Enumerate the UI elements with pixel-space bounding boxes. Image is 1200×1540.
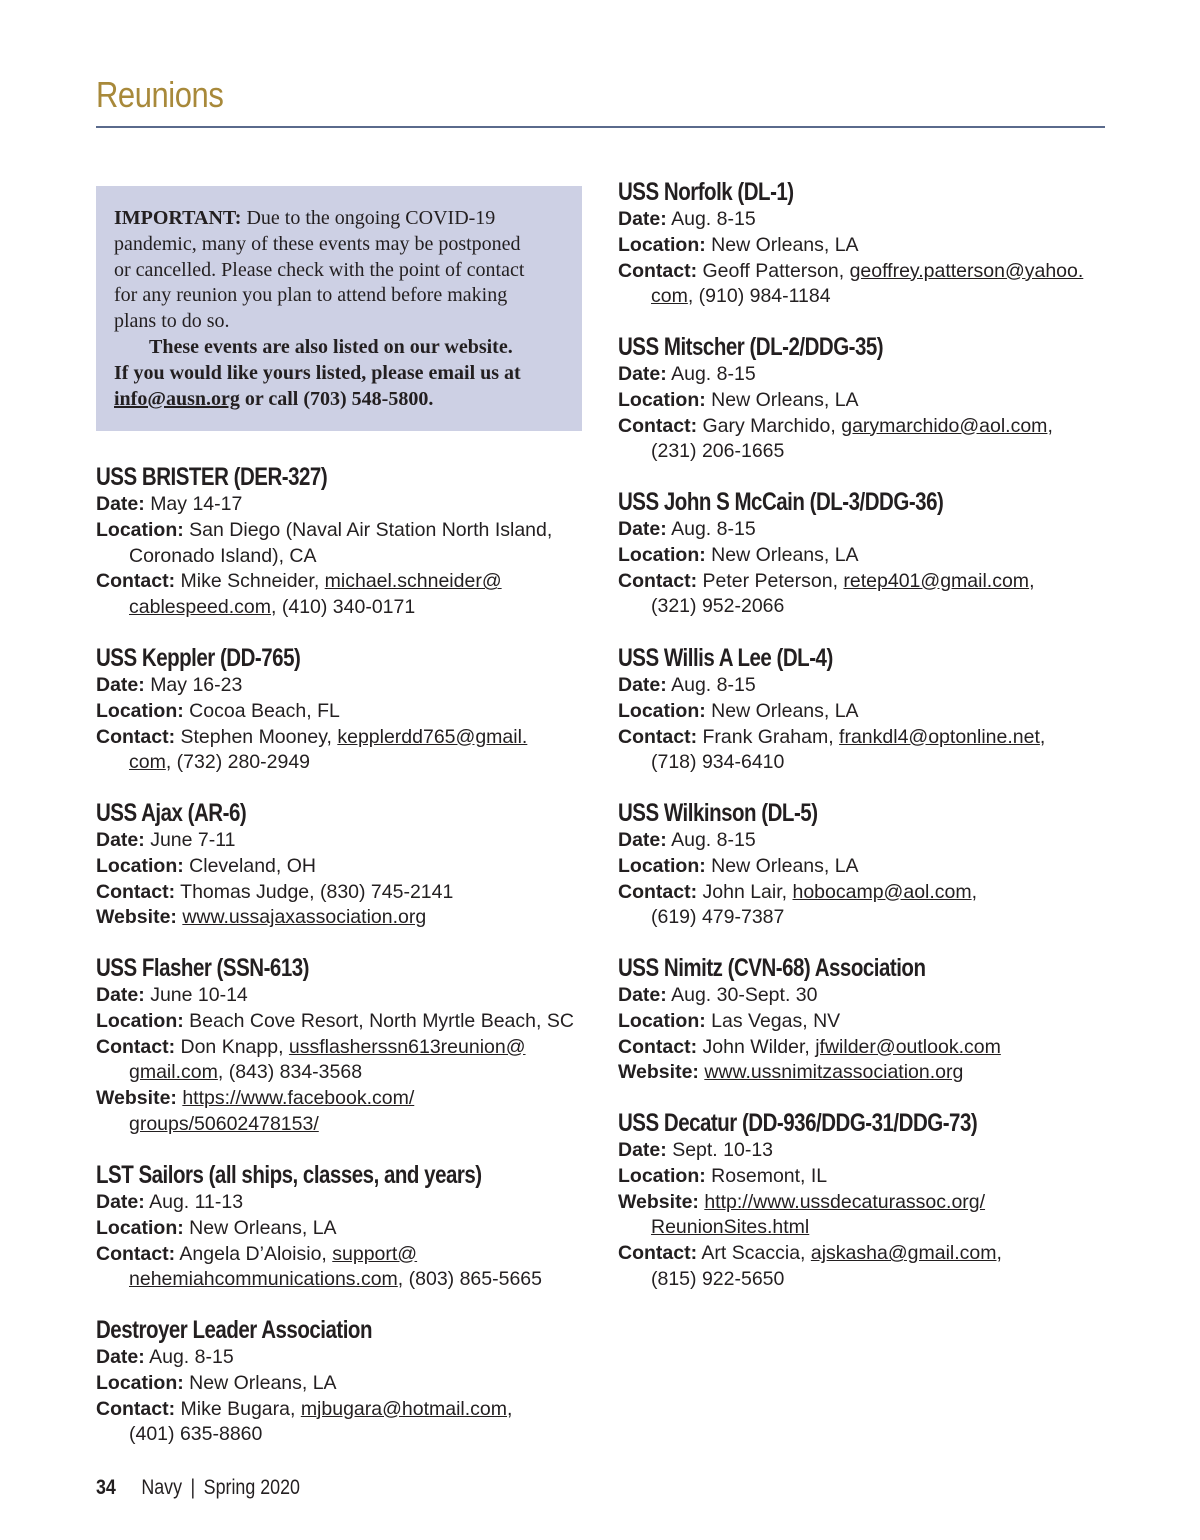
reunion-location: Beach Cove Resort, North Myrtle Beach, SC [189, 1009, 574, 1032]
magazine-name: Navy [141, 1476, 183, 1499]
location-label: Location: [618, 543, 706, 566]
contact-label: Contact: [618, 1035, 698, 1058]
reunion-entry [96, 798, 616, 931]
date-label: Date: [618, 208, 667, 230]
reunion-date: Sept. 10-13 [672, 1139, 774, 1161]
contact-label: Contact: [96, 570, 176, 593]
reunion-entry [96, 643, 616, 776]
reunion-entry [96, 1315, 616, 1448]
reunion-location: New Orleans, LA [711, 543, 859, 566]
contact-phone: , (410) 340-0171 [271, 596, 416, 619]
contact-email-link[interactable]: frankdl4@optonline.net [839, 725, 1040, 748]
contact-name: Mike Schneider, [180, 570, 325, 593]
reunion-location: New Orleans, LA [711, 233, 859, 256]
contact-label: Contact: [618, 259, 698, 282]
location-label: Location: [96, 1216, 184, 1239]
date-label: Date: [618, 363, 667, 385]
location-label: Location: [96, 1009, 184, 1032]
contact-email-link[interactable]: com [651, 285, 688, 308]
reunion-date: Aug. 8-15 [671, 363, 756, 385]
reunion-title: USS Keppler (DD-765) [96, 644, 301, 672]
contact-email-link[interactable]: jfwilder@outlook.com [815, 1035, 1001, 1058]
date-label: Date: [618, 984, 667, 1006]
notice-listing-note: If you would like yours listed, please email us at [114, 361, 521, 384]
reunion-entry [618, 953, 1138, 1086]
reunion-date: Aug. 30-Sept. 30 [671, 984, 818, 1006]
contact-email-link[interactable]: gmail.com [129, 1061, 218, 1084]
page-title: Reunions [96, 74, 224, 115]
contact-info: Thomas Judge, (830) 745-2141 [180, 880, 454, 903]
reunion-entry [96, 953, 616, 1138]
reunion-location: New Orleans, LA [189, 1216, 337, 1239]
notice-website-note: These events are also listed on our website. [149, 335, 513, 358]
contact-name: Don Knapp, [180, 1035, 289, 1058]
reunion-title: USS Willis A Lee (DL-4) [618, 644, 833, 672]
website-label: Website: [96, 906, 177, 929]
reunion-location: Las Vegas, NV [711, 1009, 841, 1032]
location-label: Location: [618, 388, 706, 411]
contact-name: Peter Peterson, [702, 569, 844, 592]
location-label: Location: [96, 699, 184, 722]
website-label: Website: [96, 1087, 177, 1110]
website-link[interactable]: groups/50602478153/ [129, 1112, 319, 1135]
contact-name: Stephen Mooney, [180, 725, 338, 748]
reunion-title: Destroyer Leader Association [96, 1316, 372, 1344]
location-label: Location: [618, 1164, 706, 1187]
contact-name: John Wilder, [702, 1035, 816, 1058]
contact-email-link[interactable]: kepplerdd765@gmail. [337, 725, 528, 748]
contact-label: Contact: [618, 414, 698, 437]
reunion-entry [618, 177, 1138, 310]
contact-name: Mike Bugara, [180, 1397, 301, 1420]
reunion-date: June 7-11 [150, 829, 236, 851]
reunion-entry [618, 487, 1138, 620]
contact-name: Angela D’Aloisio, [179, 1242, 333, 1265]
covid-notice-box [96, 186, 582, 431]
reunion-location: Rosemont, IL [711, 1164, 828, 1187]
reunion-entry [618, 798, 1138, 931]
contact-label: Contact: [96, 1397, 176, 1420]
reunion-location: Cocoa Beach, FL [189, 699, 340, 722]
contact-label: Contact: [96, 725, 176, 748]
contact-label: Contact: [96, 1035, 176, 1058]
contact-phone: (619) 479-7387 [651, 906, 785, 929]
reunion-date: Aug. 8-15 [671, 829, 756, 851]
contact-email-link[interactable]: cablespeed.com [129, 596, 272, 619]
location-label: Location: [618, 699, 706, 722]
website-link[interactable]: https://www.facebook.com/ [182, 1087, 415, 1110]
contact-label: Contact: [618, 1242, 698, 1265]
contact-name: Art Scaccia, [701, 1242, 811, 1265]
contact-phone: (321) 952-2066 [651, 595, 785, 618]
reunion-entry [96, 462, 616, 621]
contact-label: Contact: [618, 569, 698, 592]
contact-email-link[interactable]: hobocamp@aol.com [792, 880, 972, 903]
contact-phone: , (843) 834-3568 [217, 1061, 363, 1084]
reunion-title: USS Mitscher (DL-2/DDG-35) [618, 333, 884, 361]
location-label: Location: [618, 233, 706, 256]
title-rule [96, 126, 1105, 128]
contact-email-link[interactable]: nehemiahcommunications.com [129, 1268, 398, 1291]
contact-email-link[interactable]: garymarchido@aol.com [841, 414, 1048, 437]
reunion-location: New Orleans, LA [189, 1371, 337, 1394]
location-label: Location: [96, 518, 184, 541]
reunion-entry [618, 643, 1138, 776]
contact-email-link[interactable]: michael.schneider@ [324, 570, 502, 593]
contact-label: Contact: [618, 725, 698, 748]
date-label: Date: [96, 984, 145, 1006]
contact-name: Geoff Patterson, [702, 259, 850, 282]
notice-lead: IMPORTANT: [114, 207, 242, 229]
contact-sep: , [1047, 414, 1053, 437]
reunion-date: June 10-14 [150, 984, 248, 1006]
date-label: Date: [96, 674, 145, 696]
contact-email-link[interactable]: geoffrey.patterson@yahoo. [849, 259, 1084, 282]
contact-name: Gary Marchido, [702, 414, 842, 437]
reunion-title: USS Norfolk (DL-1) [618, 178, 794, 206]
reunion-date: Aug. 11-13 [149, 1191, 244, 1213]
notice-text: pandemic, many of these events may be postponed [114, 232, 521, 255]
website-link[interactable]: http://www.ussdecaturassoc.org/ [704, 1190, 986, 1213]
reunion-title: LST Sailors (all ships, classes, and years) [96, 1161, 482, 1189]
reunion-date: Aug. 8-15 [671, 674, 756, 696]
location-label: Location: [618, 854, 706, 877]
reunion-date: Aug. 8-15 [671, 518, 756, 540]
date-label: Date: [96, 493, 145, 515]
location-label: Location: [96, 1371, 184, 1394]
footer-separator: | [190, 1476, 196, 1499]
contact-phone: (718) 934-6410 [651, 751, 785, 774]
contact-sep: , [996, 1242, 1002, 1265]
notice-text: or cancelled. Please check with the point of contact [114, 258, 525, 281]
date-label: Date: [96, 829, 145, 851]
reunion-location: San Diego (Naval Air Station North Island, [189, 518, 553, 541]
contact-name: Frank Graham, [702, 725, 840, 748]
notice-phone: or call (703) 548-5800. [239, 387, 434, 410]
date-label: Date: [618, 829, 667, 851]
reunion-title: USS Decatur (DD-936/DDG-31/DDG-73) [618, 1109, 978, 1137]
contact-phone: , (732) 280-2949 [165, 751, 311, 774]
contact-name: John Lair, [702, 880, 793, 903]
page-number: 34 [96, 1476, 116, 1499]
contact-email-link[interactable]: ussflasherssn613reunion@ [288, 1035, 526, 1058]
reunion-entry [618, 332, 1138, 465]
reunion-entry [96, 1160, 616, 1293]
contact-label: Contact: [96, 880, 176, 903]
date-label: Date: [618, 518, 667, 540]
date-label: Date: [618, 674, 667, 696]
reunion-entry [618, 1108, 1138, 1293]
notice-text: Due to the ongoing COVID-19 [241, 207, 496, 229]
reunion-location: New Orleans, LA [711, 854, 859, 877]
page-footer [96, 1476, 300, 1500]
reunion-title: USS Ajax (AR-6) [96, 799, 247, 827]
date-label: Date: [96, 1346, 145, 1368]
contact-sep: , [1039, 725, 1046, 748]
contact-phone: (815) 922-5650 [651, 1267, 785, 1290]
contact-phone: , (910) 984-1184 [687, 285, 831, 308]
contact-email-link[interactable]: support@ [332, 1242, 418, 1265]
reunion-title: USS Wilkinson (DL-5) [618, 799, 818, 827]
contact-sep: , [971, 880, 978, 903]
contact-phone: (401) 635-8860 [129, 1423, 263, 1446]
reunion-date: Aug. 8-15 [671, 208, 756, 230]
location-label: Location: [96, 854, 184, 877]
reunion-location: New Orleans, LA [711, 388, 859, 411]
contact-sep: , [507, 1397, 513, 1420]
contact-email-link[interactable]: com [129, 751, 166, 774]
notice-text: plans to do so. [114, 310, 230, 333]
reunion-date: May 14-17 [150, 493, 243, 515]
contact-email-link[interactable]: retep401@gmail.com [843, 569, 1030, 592]
website-label: Website: [618, 1190, 699, 1213]
website-link[interactable]: www.ussnimitzassociation.org [704, 1061, 964, 1084]
contact-label: Contact: [96, 1242, 176, 1265]
contact-phone: (231) 206-1665 [651, 440, 785, 463]
date-label: Date: [96, 1191, 145, 1213]
reunion-location-cont: Coronado Island), CA [129, 544, 317, 567]
contact-sep: , [1029, 569, 1035, 592]
reunion-title: USS Nimitz (CVN-68) Association [618, 954, 926, 982]
reunion-location: New Orleans, LA [711, 699, 859, 722]
date-label: Date: [618, 1139, 667, 1161]
contact-email-link[interactable]: ajskasha@gmail.com [810, 1242, 997, 1265]
reunion-title: USS John S McCain (DL-3/DDG-36) [618, 488, 944, 516]
reunion-location: Cleveland, OH [189, 854, 316, 877]
contact-email-link[interactable]: mjbugara@hotmail.com [300, 1397, 508, 1420]
reunion-date: Aug. 8-15 [149, 1346, 234, 1368]
reunion-title: USS BRISTER (DER-327) [96, 463, 328, 491]
website-link[interactable]: ReunionSites.html [651, 1216, 810, 1239]
issue-date: Spring 2020 [203, 1476, 300, 1499]
contact-phone: , (803) 865-5665 [397, 1268, 542, 1291]
reunion-date: May 16-23 [150, 674, 243, 696]
notice-email-link[interactable]: info@ausn.org [114, 387, 240, 410]
reunion-title: USS Flasher (SSN-613) [96, 954, 309, 982]
website-link[interactable]: www.ussajaxassociation.org [182, 906, 427, 929]
location-label: Location: [618, 1009, 706, 1032]
website-label: Website: [618, 1061, 699, 1084]
contact-label: Contact: [618, 880, 698, 903]
notice-text: for any reunion you plan to attend before making [114, 284, 508, 307]
